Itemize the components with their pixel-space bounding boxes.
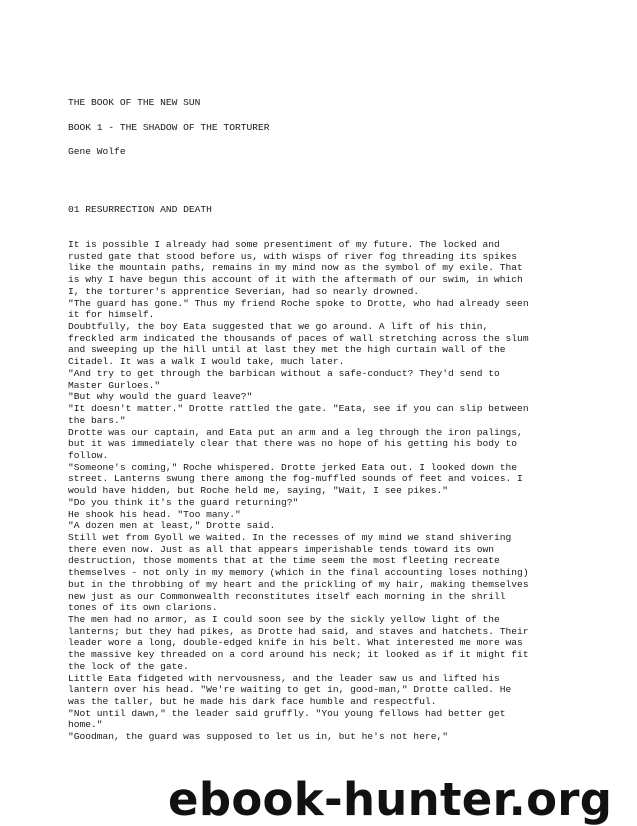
book-subtitle: BOOK 1 - THE SHADOW OF THE TORTURER	[68, 122, 270, 133]
text-line: new just as our Commonwealth reconstitutes itself each morning in the shrill	[68, 590, 506, 602]
text-line: the massive key threaded on a cord around his neck; it looked as if it might fit	[68, 649, 529, 661]
text-line: He shook his head. "Too many."	[68, 508, 241, 520]
text-line: lantern over his head. "We're waiting to get in, good-man," Drotte called. He	[68, 684, 512, 696]
text-line: The men had no armor, as I could soon see by the sickly yellow light of the	[68, 614, 500, 625]
text-line: home."	[68, 719, 103, 731]
text-line: follow.	[68, 449, 109, 461]
text-line: It is possible I already had some presentiment of my future. The locked and	[68, 239, 500, 250]
text-line: Master Gurloes."	[68, 379, 161, 391]
text-line: but in the throbbing of my heart and the prickling of my hair, making themselves	[68, 578, 529, 590]
text-line: I, the torturer's apprentice Severian, had so nearly drowned.	[68, 285, 420, 297]
text-line: the bars."	[68, 414, 126, 426]
text-line: "Someone's coming," Roche whispered. Drotte jerked Eata out. I looked down the	[68, 461, 518, 473]
text-line: tones of its own clarions.	[68, 602, 218, 614]
chapter-body	[68, 239, 637, 743]
text-line: rusted gate that stood before us, with wisps of river fog threading its spikes	[68, 250, 518, 262]
text-line: themselves - not only in my memory (which in the final accounting loses nothing)	[68, 567, 529, 579]
book-title: THE BOOK OF THE NEW SUN	[68, 97, 201, 108]
text-line: "A dozen men at least," Drotte said.	[68, 520, 276, 532]
text-line: like the mountain paths, remains in my mind now as the symbol of my exile. That	[68, 262, 523, 274]
text-line: there even now. Just as all that appears imperishable tends toward its own	[68, 543, 495, 555]
text-line: lanterns; but they had pikes, as Drotte had said, and staves and hatchets. Their	[68, 625, 529, 637]
chapter-heading: 01 RESURRECTION AND DEATH	[68, 204, 212, 215]
text-line: "Goodman, the guard was supposed to let us in, but he's not here,"	[68, 731, 448, 743]
text-line: Still wet from Gyoll we waited. In the recesses of my mind we stand shivering	[68, 531, 512, 543]
text-line: the lock of the gate.	[68, 660, 189, 672]
text-line: leader wore a long, double-edged knife in his belt. What interested me more was	[68, 637, 523, 649]
text-line: is why I have begun this account of it with the aftermath of our swim, in which	[68, 274, 523, 286]
text-line: "Do you think it's the guard returning?"	[68, 496, 299, 508]
text-line: was the taller, but he made his dark face humble and respectful.	[68, 696, 437, 708]
text-line: "And try to get through the barbican without a safe-conduct? They'd send to	[68, 367, 500, 379]
text-line: and sweeping up the hill until at last they met the high curtain wall of the	[68, 344, 506, 356]
text-line: "Not until dawn," the leader said gruffly. "You young fellows had better get	[68, 707, 506, 719]
text-line: street. Lanterns swung there among the fog-muffled sounds of feet and voices. I	[68, 473, 523, 485]
author-name: Gene Wolfe	[68, 146, 126, 157]
text-line: "It doesn't matter." Drotte rattled the gate. "Eata, see if you can slip between	[68, 403, 529, 415]
text-line: Citadel. It was a walk I would take, much later.	[68, 356, 345, 368]
text-line: would have hidden, but Roche held me, saying, "Wait, I see pikes."	[68, 485, 448, 497]
text-line: destruction, those moments that at the time seem the most fleeting recreate	[68, 555, 500, 567]
text-line: "The guard has gone." Thus my friend Roche spoke to Drotte, who had already seen	[68, 297, 529, 309]
text-line: Drotte was our captain, and Eata put an arm and a leg through the iron palings,	[68, 426, 523, 438]
site-watermark: ebook-hunter.org	[168, 773, 613, 826]
text-line: but it was immediately clear that there was no hope of his getting his body to	[68, 438, 518, 450]
text-line: "But why would the guard leave?"	[68, 391, 253, 403]
text-line: freckled arm indicated the thousands of paces of wall stretching across the slum	[68, 332, 529, 344]
text-line: Little Eata fidgeted with nervousness, and the leader saw us and lifted his	[68, 672, 500, 684]
text-line: Doubtfully, the boy Eata suggested that we go around. A lift of his thin,	[68, 321, 489, 333]
text-line: it for himself.	[68, 309, 155, 321]
